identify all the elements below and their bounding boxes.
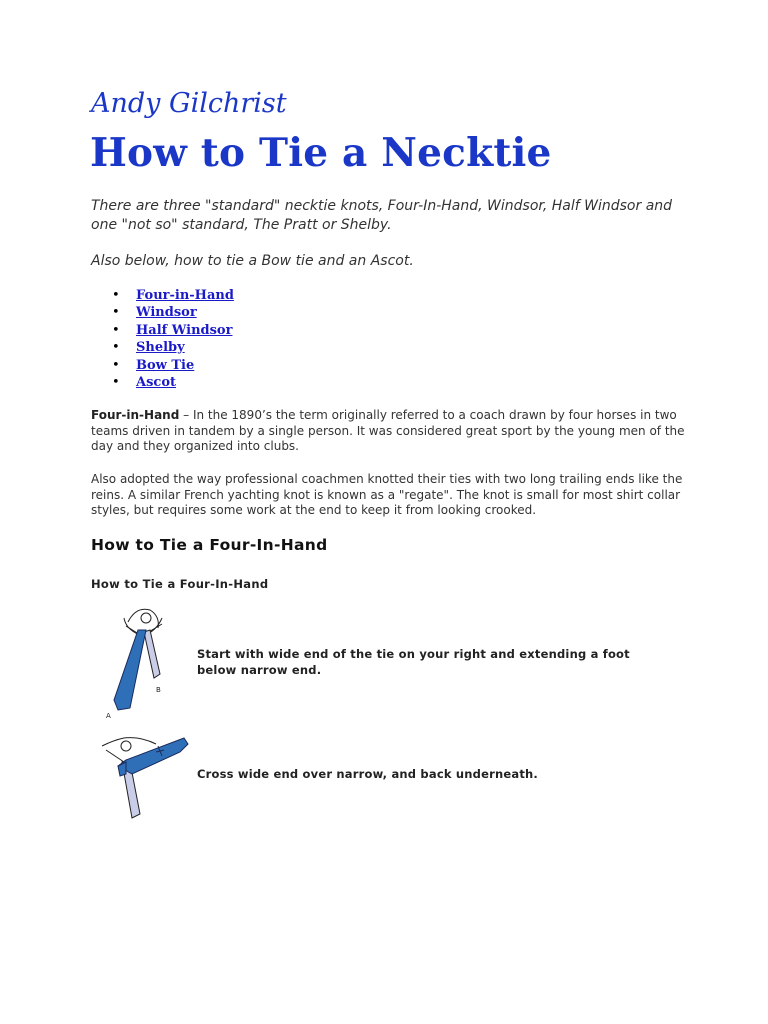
link-windsor[interactable]: Windsor xyxy=(136,305,197,321)
step-2-text: Cross wide end over narrow, and back underneath. xyxy=(197,767,538,781)
knot-link-list xyxy=(112,287,234,391)
intro-also-paragraph: Also below, how to tie a Bow tie and an Ascot. xyxy=(91,253,414,269)
link-four-in-hand[interactable]: Four-in-Hand xyxy=(136,288,234,303)
four-in-hand-description: – In the 1890’s the term originally referred to a coach drawn by four horses in two teams driven in tandem by a single person. It was considered great sport by the young men of the day and they organized into clubs. xyxy=(91,408,685,454)
page-title: How to Tie a Necktie xyxy=(90,130,552,176)
four-in-hand-paragraph xyxy=(91,408,691,455)
list-item xyxy=(112,374,234,391)
sub-heading: How to Tie a Four-In-Hand xyxy=(91,577,269,591)
section-heading: How to Tie a Four-In-Hand xyxy=(91,536,328,554)
list-item xyxy=(112,287,234,304)
author-name: Andy Gilchrist xyxy=(91,88,287,119)
step-2-tie-illustration xyxy=(96,736,196,820)
step-1-text: Start with wide end of the tie on your right and extending a foot below narrow end. xyxy=(197,647,630,677)
four-in-hand-term: Four-in-Hand xyxy=(91,408,180,422)
step-1-label-a: A xyxy=(106,712,111,720)
coachmen-paragraph: Also adopted the way professional coachmen knotted their ties with two long trailing ends like the reins. A similar French yachting knot is known as a "regate". The knot is small for most shirt collar styles, but requires some work at the end to keep it from looking crooked. xyxy=(91,472,683,518)
link-bow-tie[interactable]: Bow Tie xyxy=(136,357,195,373)
step-1-tie-illustration xyxy=(98,600,178,724)
intro-paragraph: There are three "standard" necktie knots, Four-In-Hand, Windsor, Half Windsor and one "not so" standard, The Pratt or Shelby. xyxy=(91,198,673,233)
list-item xyxy=(112,357,234,374)
list-item xyxy=(112,322,234,339)
step-1-label-b: B xyxy=(156,686,161,694)
link-half-windsor[interactable]: Half Windsor xyxy=(136,322,233,338)
link-shelby[interactable]: Shelby xyxy=(136,340,185,356)
list-item xyxy=(112,304,234,321)
link-ascot[interactable]: Ascot xyxy=(136,375,176,391)
list-item xyxy=(112,339,234,356)
